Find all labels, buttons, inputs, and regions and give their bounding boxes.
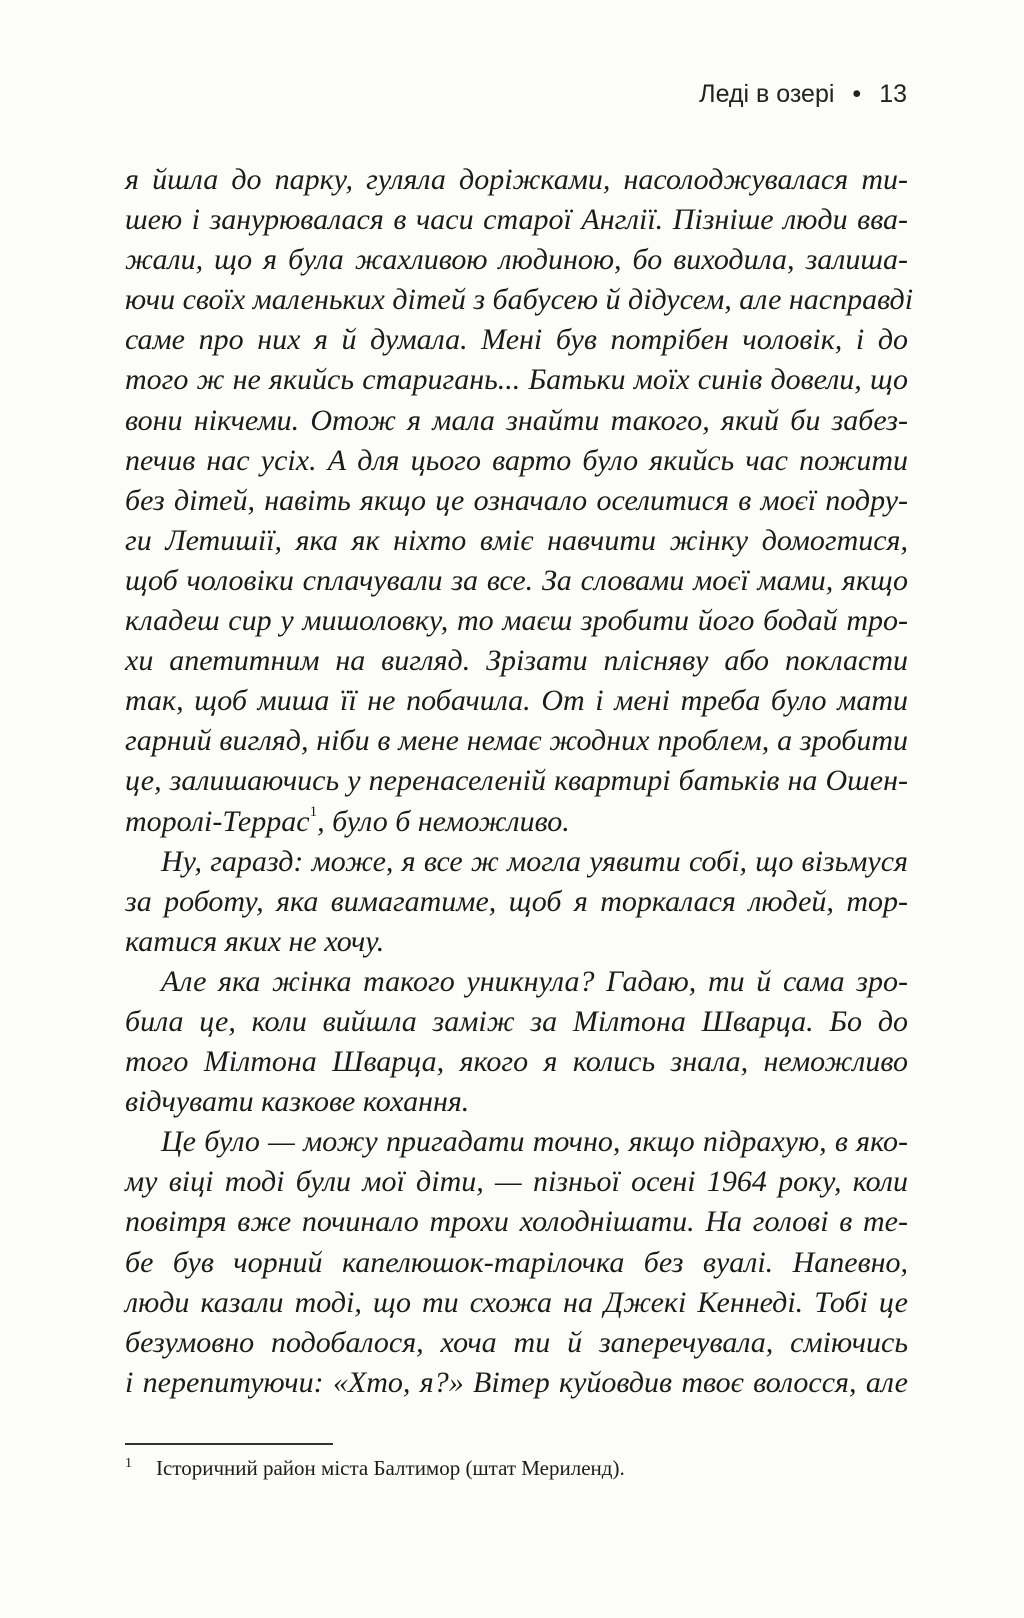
- text-line: [125, 441, 908, 481]
- text-line: [125, 721, 908, 761]
- header-bullet: •: [852, 80, 862, 108]
- text-line: [125, 1202, 908, 1242]
- text-line: [125, 360, 908, 400]
- line-text: ги Летишії, яка як ніхто вміє навчити жінку домогтися,: [125, 523, 908, 557]
- chapter-title: Леді в озері: [699, 80, 835, 108]
- line-text: хи апетитним на вигляд. Зрізати плісняву або покласти: [125, 644, 908, 678]
- line-text: печив нас усіх. А для цього варто було якийсь час пожити: [125, 443, 908, 477]
- line-text: того Мілтона Шварца, якого я колись знала, неможливо: [125, 1045, 908, 1079]
- body-text: [125, 160, 914, 1403]
- line-text: я йшла до парку, гуляла доріжками, насолоджувалася ти-: [125, 163, 908, 196]
- line-text: кладеш сир у мишоловку, то маєш зробити його бодай тро-: [125, 604, 908, 638]
- text-line: [125, 882, 908, 922]
- line-text: му віці тоді були мої діти, — пізньої осені 1964 року, коли: [125, 1165, 908, 1199]
- line-text: так, щоб миша її не побачила. От і мені треба було мати: [125, 684, 908, 718]
- line-text: без дітей, навіть якщо це означало оселитися в моєї подру-: [125, 483, 908, 517]
- footnote: [125, 1456, 625, 1481]
- text-line: [125, 962, 908, 1002]
- text-line: [125, 1363, 908, 1403]
- footnote-text: Історичний район міста Балтимор (штат Мериленд).: [156, 1456, 625, 1480]
- text-line: [125, 521, 908, 561]
- line-text: бе був чорний капелюшок-тарілочка без вуалі. Напевно,: [125, 1245, 908, 1279]
- text-line: [125, 641, 908, 681]
- text-line: [125, 320, 908, 360]
- text-line: [125, 1042, 908, 1082]
- text-line: [125, 1122, 908, 1162]
- text-line: [125, 561, 908, 601]
- line-text: щоб чоловіки сплачували за все. За словами моєї мами, якщо: [125, 563, 908, 597]
- line-text: повітря вже починало трохи холоднішати. На голові в те-: [125, 1205, 908, 1239]
- line-text: шею і занурювалася в часи старої Англії. Пізніше люди вва-: [125, 203, 908, 237]
- text-line: [125, 160, 908, 200]
- text-line: [125, 1082, 908, 1122]
- text-line: [125, 1002, 908, 1042]
- line-text: безумовно подобалося, хоча ти й заперечувала, сміючись: [125, 1325, 908, 1359]
- text-line: [125, 681, 908, 721]
- line-text-continued: , було б неможливо.: [317, 804, 570, 838]
- line-text: Це було — можу пригадати точно, якщо підрахую, в яко-: [161, 1125, 908, 1159]
- text-line: [125, 601, 908, 641]
- text-line: [125, 200, 908, 240]
- text-line: [125, 1283, 908, 1323]
- line-text: торолі-Террас: [125, 804, 310, 838]
- footnote-mark: 1: [125, 1456, 132, 1471]
- line-text: відчувати казкове кохання.: [125, 1085, 470, 1119]
- text-line: [125, 280, 914, 320]
- line-text: Але яка жінка такого уникнула? Гадаю, ти й сама зро-: [161, 964, 908, 998]
- footnote-reference: 1: [309, 803, 318, 820]
- page-number: 13: [879, 80, 907, 108]
- line-text: била це, коли вийшла заміж за Мілтона Шварца. Бо до: [125, 1004, 908, 1038]
- running-header: [699, 80, 907, 109]
- line-text: жали, що я була жахливою людиною, бо виходила, залиша-: [125, 243, 908, 277]
- text-line: [125, 1243, 908, 1283]
- text-line: [125, 401, 908, 441]
- line-text: за роботу, яка вимагатиме, щоб я торкалася людей, тор-: [125, 884, 908, 918]
- text-line: [125, 1162, 908, 1202]
- line-text: і перепитуючи: «Хто, я?» Вітер куйовдив твоє волосся, але: [125, 1365, 908, 1399]
- line-text: люди казали тоді, що ти схожа на Джекі Кеннеді. Тобі це: [125, 1285, 908, 1319]
- text-line: [125, 240, 908, 280]
- footnote-divider: [125, 1443, 333, 1445]
- text-line: [125, 842, 908, 882]
- line-text: саме про них я й думала. Мені був потрібен чоловік, і до: [125, 323, 908, 357]
- line-text: катися яких не хочу.: [125, 924, 385, 958]
- line-text: це, залишаючись у перенаселеній квартирі батьків на Ошен-: [125, 764, 908, 798]
- line-text: ючи своїх маленьких дітей з бабусею й дідусем, але насправді: [125, 283, 914, 317]
- text-line: [125, 761, 908, 801]
- text-line: [125, 922, 908, 962]
- line-text: вони нікчеми. Отож я мала знайти такого, який би забез-: [125, 403, 908, 437]
- line-text: гарний вигляд, ніби в мене немає жодних проблем, а зробити: [125, 724, 908, 758]
- line-text: того ж не якийсь старигань... Батьки моїх синів довели, що: [125, 363, 908, 397]
- text-line: [125, 481, 908, 521]
- text-line: [125, 1323, 908, 1363]
- text-line: [125, 802, 908, 842]
- line-text: Ну, гаразд: може, я все ж могла уявити собі, що візьмуся: [161, 844, 908, 878]
